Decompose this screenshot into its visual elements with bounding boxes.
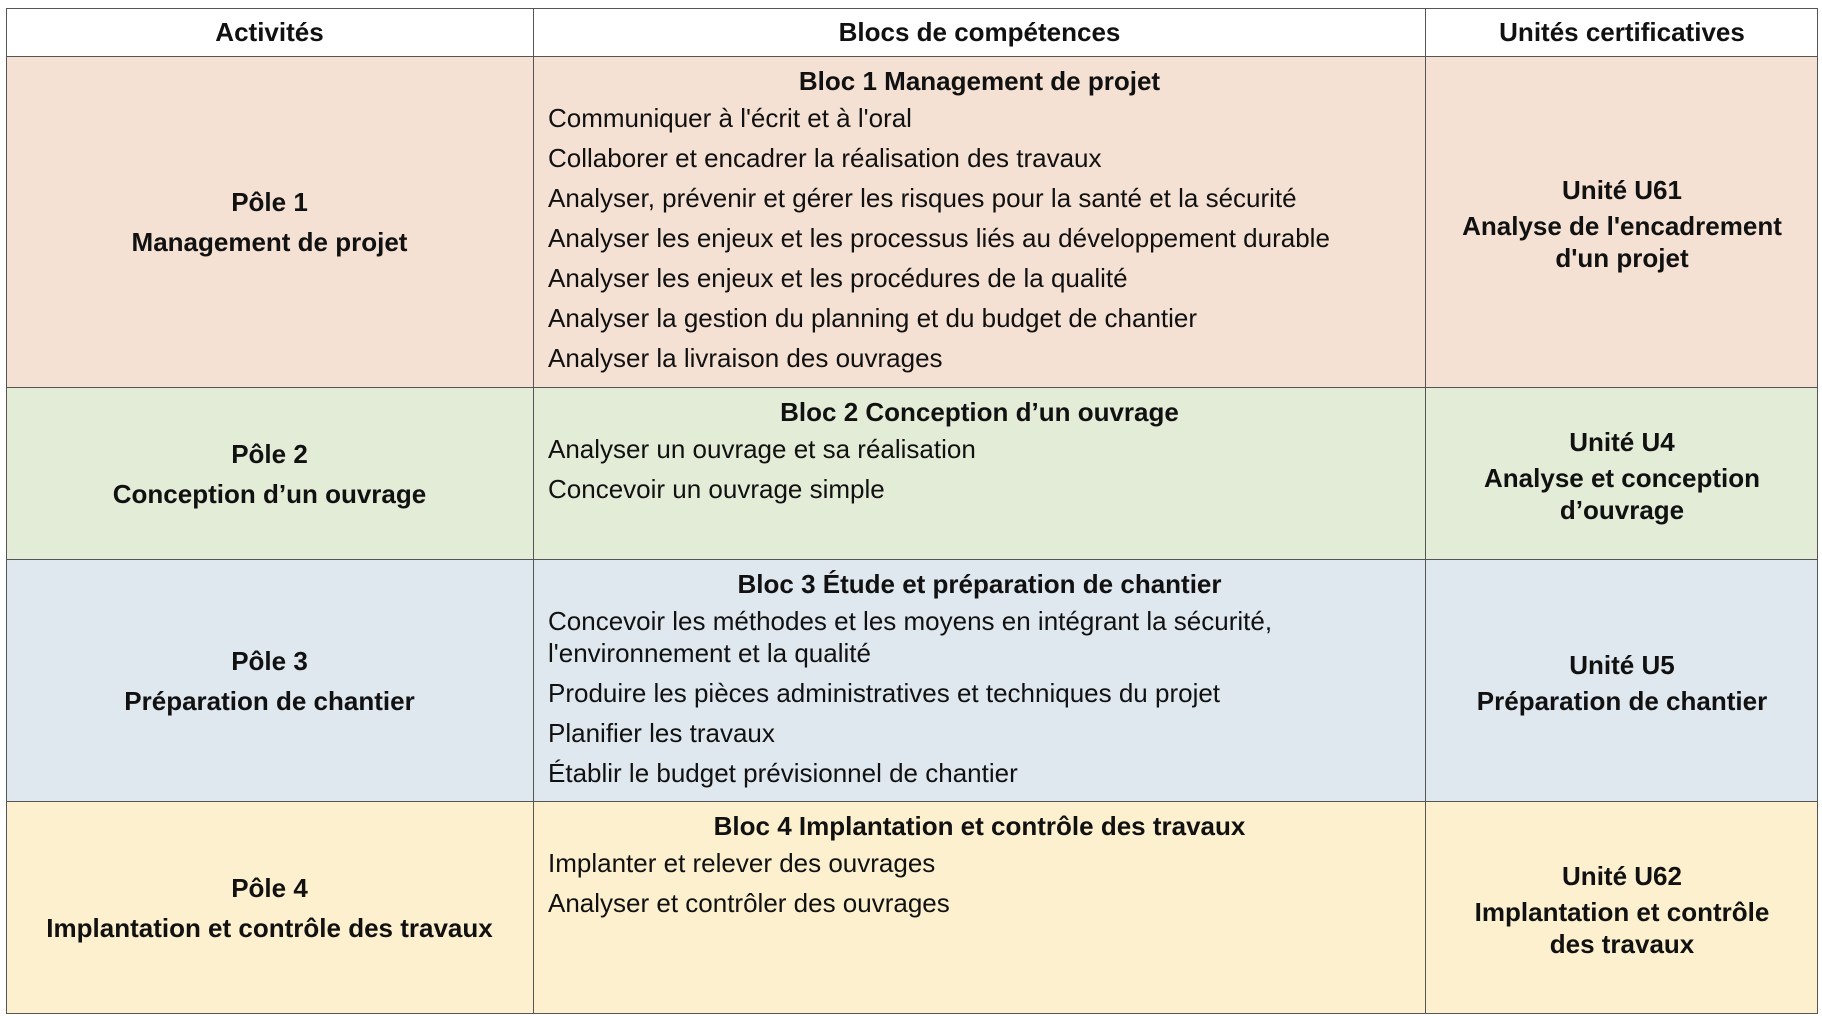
unit-name: Implantation et contrôle des travaux xyxy=(1474,897,1770,959)
pole-number: Pôle 2 xyxy=(231,438,308,469)
bloc-cell xyxy=(534,560,1426,802)
bloc-title: Bloc 1 Management de projet xyxy=(798,66,1161,96)
competence-item: Analyser la livraison des ouvrages xyxy=(548,343,943,373)
unit-cell xyxy=(1426,388,1818,560)
unit-cell xyxy=(1426,560,1818,802)
bloc-cell xyxy=(534,802,1426,1014)
competence-item: Établir le budget prévisionnel de chantier xyxy=(548,758,1018,788)
bloc-title: Bloc 4 Implantation et contrôle des travaux xyxy=(713,811,1246,841)
competence-list xyxy=(548,433,1411,505)
competence-item: Analyser les enjeux et les processus liés au développement durable xyxy=(548,223,1330,253)
competence-item: Analyser les enjeux et les procédures de la qualité xyxy=(548,263,1128,293)
competence-item: Produire les pièces administratives et techniques du projet xyxy=(548,678,1221,708)
competence-item: Planifier les travaux xyxy=(548,718,775,748)
pole-cell xyxy=(6,802,534,1014)
competence-item: Analyser, prévenir et gérer les risques pour la santé et la sécurité xyxy=(548,183,1297,213)
pole-name: Implantation et contrôle des travaux xyxy=(46,913,493,943)
competence-item: Concevoir un ouvrage simple xyxy=(548,474,885,504)
pole-cell xyxy=(6,388,534,560)
competence-item: Collaborer et encadrer la réalisation des travaux xyxy=(548,143,1102,173)
unit-code: Unité U61 xyxy=(1562,175,1682,205)
unit-cell xyxy=(1426,57,1818,388)
bloc-title: Bloc 3 Étude et préparation de chantier xyxy=(737,569,1222,599)
unit-code: Unité U4 xyxy=(1569,426,1675,457)
unit-name: Analyse et conception d’ouvrage xyxy=(1484,462,1760,525)
competence-list xyxy=(548,847,1411,919)
unit-name: Préparation de chantier xyxy=(1476,685,1768,716)
bloc-title: Bloc 2 Conception d’un ouvrage xyxy=(780,397,1179,427)
pole-number: Pôle 1 xyxy=(231,187,308,217)
pole-cell xyxy=(6,560,534,802)
competence-list xyxy=(548,102,1411,374)
pole-number: Pôle 4 xyxy=(231,873,308,903)
competence-item: Analyser la gestion du planning et du budget de chantier xyxy=(548,303,1198,333)
unit-cell xyxy=(1426,802,1818,1014)
header-unites: Unités certificatives xyxy=(1426,8,1818,57)
unit-code: Unité U5 xyxy=(1569,649,1675,680)
competence-item: Concevoir les méthodes et les moyens en intégrant la sécurité, l'environnement et la qualité xyxy=(548,606,1273,668)
competence-item: Analyser et contrôler des ouvrages xyxy=(548,888,950,918)
bloc-cell xyxy=(534,388,1426,560)
competences-table xyxy=(6,8,1818,1014)
pole-number: Pôle 3 xyxy=(231,645,308,676)
unit-name: Analyse de l'encadrement d'un projet xyxy=(1462,211,1782,273)
unit-code: Unité U62 xyxy=(1562,861,1682,891)
competence-item: Communiquer à l'écrit et à l'oral xyxy=(548,103,912,133)
bloc-cell xyxy=(534,57,1426,388)
pole-name: Préparation de chantier xyxy=(124,685,415,716)
competence-item: Implanter et relever des ouvrages xyxy=(548,848,936,878)
competence-list xyxy=(548,605,1411,789)
competence-item: Analyser un ouvrage et sa réalisation xyxy=(548,434,976,464)
pole-name: Conception d’un ouvrage xyxy=(112,478,427,509)
pole-cell xyxy=(6,57,534,388)
header-blocs: Blocs de compétences xyxy=(534,8,1426,57)
header-activites: Activités xyxy=(6,8,534,57)
pole-name: Management de projet xyxy=(131,227,408,257)
